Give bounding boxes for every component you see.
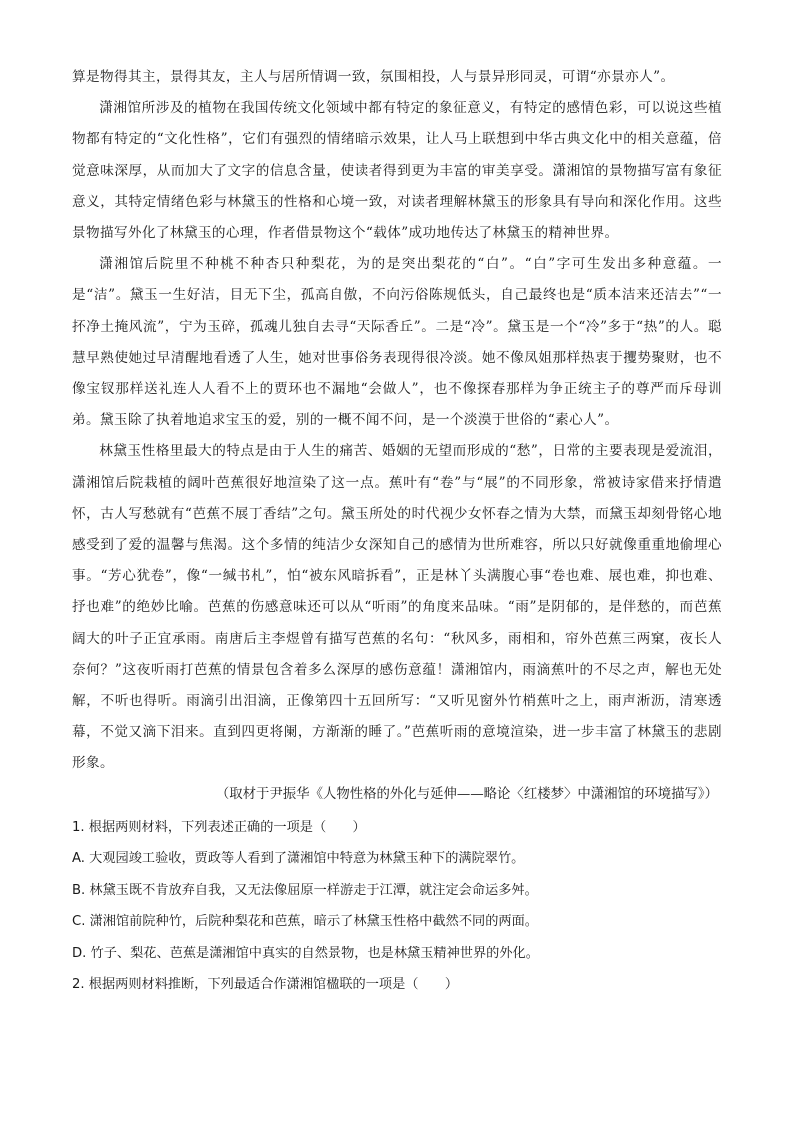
- question-list: [72, 812, 722, 1001]
- source-citation: （取材于尹振华《人物性格的外化与延伸——略论〈红楼梦〉中潇湘馆的环境描写》）: [215, 786, 718, 802]
- passage-paragraph: 算是物得其主，景得其友，主人与居所情调一致，氛围相投，人与景异形同灵，可谓“亦景亦人”。: [72, 69, 675, 85]
- passage-paragraph: 潇湘馆后院里不种桃不种杏只种梨花，为的是突出梨花的“白”。“白”字可生发出多种意蕴。一是“洁”。黛玉一生好洁，目无下尘，孤高自傲，不向污俗陈规低头，自己最终也是“质本洁来还洁去”“一抔净土掩风流”，宁为玉碎，孤魂儿独自去寻“天际香丘”。二是“冷”。黛玉是一个“冷”多于“热”的人。聪慧早熟使她过早清醒地看透了人生，她对世事俗务表现得很冷淡。她不像凤姐那样热衷于攫势聚财，也不像宝钗那样送礼连人人看不上的贾环也不漏地“会做人”，也不像探春那样为争正统主子的尊严而斥母训弟。黛玉除了执着地追求宝玉的爱，别的一概不闻不问，是一个淡漠于世俗的“素心人”。: [72, 256, 722, 429]
- question-stem: 1. 根据两则材料，下列表述正确的一项是（ ）: [72, 819, 366, 835]
- option-b[interactable]: B. 林黛玉既不肯放弃自我，又无法像屈原一样游走于江潭，就注定会命运多舛。: [72, 882, 538, 898]
- option-d[interactable]: D. 竹子、梨花、芭蕉是潇湘馆中真实的自然景物，也是林黛玉精神世界的外化。: [72, 945, 539, 961]
- question-stem: 2. 根据两则材料推断，下列最适合作潇湘馆楹联的一项是（ ）: [72, 977, 459, 993]
- passage-paragraph: 林黛玉性格里最大的特点是由于人生的痛苦、婚姻的无望而形成的“愁”，日常的主要表现是爱流泪，潇湘馆后院栽植的阔叶芭蕉很好地渲染了这一点。蕉叶有“卷”与“展”的不同形象，常被诗家借来抒情遣怀，古人写愁就有“芭蕉不展丁香结”之句。黛玉所处的时代视少女怀春之情为大禁，而黛玉却刻骨铭心地感受到了爱的温馨与焦渴。这个多情的纯洁少女深知自己的感情为世所难容，所以只好就像重重地偷埋心事。“芳心犹卷”，像“一缄书札”，怕“被东风暗拆看”，正是林丫头满腹心事“卷也难、展也难，抑也难、抒也难”的绝妙比喻。芭蕉的伤感意味还可以从“听雨”的角度来品味。“雨”是阴郁的，是伴愁的，而芭蕉阔大的叶子正宜承雨。南唐后主李煜曾有描写芭蕉的名句：“秋风多，雨相和，帘外芭蕉三两窠，夜长人奈何？”这夜听雨打芭蕉的情景包含着多么深厚的感伤意蕴！潇湘馆内，雨滴蕉叶的不尽之声，解也无处解，不听也得听。雨滴引出泪滴，正像第四十五回所写：“又听见窗外竹梢蕉叶之上，雨声淅沥，清寒透幕，不觉又滴下泪来。直到四更将阑，方渐渐的睡了。”芭蕉听雨的意境渲染，进一步丰富了林黛玉的悲剧形象。: [72, 443, 722, 772]
- question-1: [72, 812, 722, 970]
- reading-passage: [72, 62, 722, 780]
- option-a[interactable]: A. 大观园竣工验收，贾政等人看到了潇湘馆中特意为林黛玉种下的满院翠竹。: [72, 851, 525, 867]
- question-2: [72, 969, 722, 1001]
- document-page: [72, 62, 722, 1001]
- option-c[interactable]: C. 潇湘馆前院种竹，后院种梨花和芭蕉，暗示了林黛玉性格中截然不同的两面。: [72, 914, 538, 930]
- passage-paragraph: 潇湘馆所涉及的植物在我国传统文化领域中都有特定的象征意义，有特定的感情色彩，可以说这些植物都有特定的“文化性格”，它们有强烈的情绪暗示效果，让人马上联想到中华古典文化中的相关意蕴，倍觉意味深厚，从而加大了文字的信息含量，使读者得到更为丰富的审美享受。潇湘馆的景物描写富有象征意义，其特定情绪色彩与林黛玉的性格和心境一致，对读者理解林黛玉的形象具有导向和深化作用。这些景物描写外化了林黛玉的心理，作者借景物这个“载体”成功地传达了林黛玉的精神世界。: [72, 100, 722, 242]
